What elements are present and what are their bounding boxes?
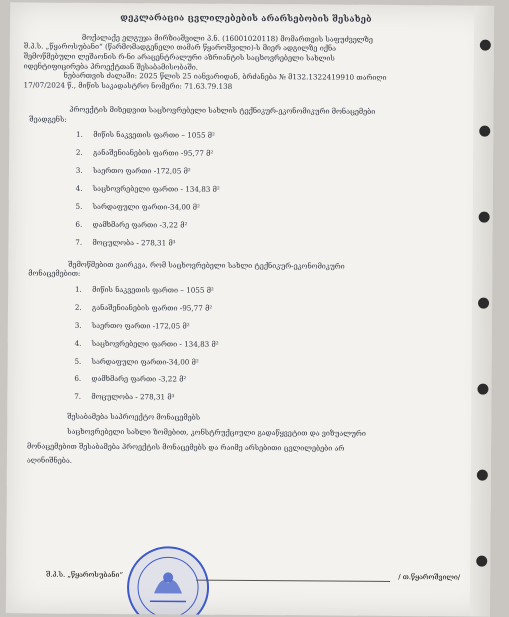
- punch-hole: [479, 212, 490, 223]
- intro-line: ნებართვის ძალაში: 2025 წლის 25 იანვარიდან, ბრძანება № მ132.1322419910 თარიღი: [63, 71, 387, 83]
- section1-intro-line: პროექტის მიხედვით საცხოვრებელი სახლის ტექნიკურ-ეკონომიკური მონაცემები: [69, 104, 376, 116]
- punch-hole: [478, 298, 489, 309]
- section2-intro: [28, 259, 466, 281]
- list-item: 3. საერთო ფართი -172,05 მ²: [84, 321, 466, 333]
- list-item: 5. სარდაფული ფართი-34,00 მ²: [85, 202, 467, 214]
- document-title: დეკლარაცია ცვლილებების არარსებობის შესახებ: [120, 13, 372, 25]
- section1-intro: [29, 104, 467, 127]
- project-parameters-list: [22, 130, 467, 250]
- closing-line: საცხოვრებელი სახლი ზომებით, კონსტრუქციული გადაწყვეტით და ვიზუალური: [67, 426, 366, 438]
- intro-line: შემოწმებული ლეშაონის რ-ნი არაცენტრალური აზრიანტის საცხოვრებელი სახლის: [23, 51, 335, 63]
- intro-line: იდენტიფიცირება პროექტთან შესაბამისობაში.: [23, 61, 199, 72]
- document-sheet: [6, 2, 494, 616]
- list-item: 4. საცხოვრებელი ფართი - 134,83 მ²: [84, 338, 466, 350]
- closing-paragraph: [21, 411, 465, 468]
- list-item: 2. განაშენიანების ფართი -95,77 მ²: [85, 148, 467, 160]
- list-item: 3. საერთო ფართი -172,05 მ²: [85, 166, 467, 178]
- intro-line: მოქალაქე ელგუჯა მირზიაშვილი პ.ნ. (16001020118) მომართვის საფუძველზე: [81, 32, 373, 44]
- intro-paragraph: [24, 32, 468, 93]
- list-item: 7. მოცულობა - 278,31 მ³: [84, 238, 466, 250]
- signer-name: / თ.წყაროშვილი/: [398, 573, 461, 582]
- list-item: 7. მოცულობა - 278,31 მ³: [83, 392, 465, 404]
- section1-intro-line: შეადგენს:: [29, 114, 67, 124]
- punch-hole: [476, 556, 487, 567]
- inspection-parameters-list: [21, 284, 466, 404]
- binder-holes: [470, 6, 494, 617]
- list-item: 1. მიწის ნაკვეთის ფართი – 1055 მ²: [84, 285, 466, 297]
- section2-intro-line: შემოწმებით ვაირკვა, რომ საცხოვრებელი სახლი ტექნიკურ-ეკონომიკური: [68, 259, 345, 271]
- list-item: 6. დამხმარე ფართი -3,22 მ²: [83, 374, 465, 386]
- signature-line: [196, 580, 390, 582]
- company-name: შ.პ.ს. „წყაროსუბანი“: [46, 570, 123, 580]
- punch-hole: [477, 470, 488, 481]
- closing-title: შესაბამება საპროექტო მონაცემებს: [67, 411, 201, 422]
- intro-line: შ.პ.ს. „წყაროსუბანი“ (წარმომადგენელი თამარ წყაროშვილი)-ს მიერ ადგილზე იქნა: [23, 41, 337, 53]
- punch-hole: [477, 384, 488, 395]
- document-body: [21, 8, 468, 473]
- signature-row: [46, 570, 461, 582]
- closing-line: აღინიშნება.: [26, 455, 73, 466]
- list-item: 4. საცხოვრებელი ფართი - 134,83 მ²: [85, 184, 467, 196]
- list-item: 5. სარდაფული ფართი-34,00 მ²: [84, 356, 466, 368]
- closing-line: მონაცემებით შესაბამება პროექტის მონაცემებს და რაიმე არსებითი ცვლილებები არ: [27, 440, 345, 453]
- punch-hole: [479, 126, 490, 137]
- list-item: 6. დამხმარე ფართი -3,22 მ²: [85, 220, 467, 232]
- list-item: 2. განაშენიანების ფართი -95,77 მ²: [84, 303, 466, 315]
- punch-hole: [480, 40, 491, 51]
- intro-line: 17/07/2024 წ., მიწის საკადასტრო ნომერი: 71.63.79.138: [23, 80, 233, 92]
- list-item: 1. მიწის ნაკვეთის ფართი – 1055 მ²: [85, 130, 467, 142]
- section2-intro-line: მონაცემებით:: [28, 268, 81, 279]
